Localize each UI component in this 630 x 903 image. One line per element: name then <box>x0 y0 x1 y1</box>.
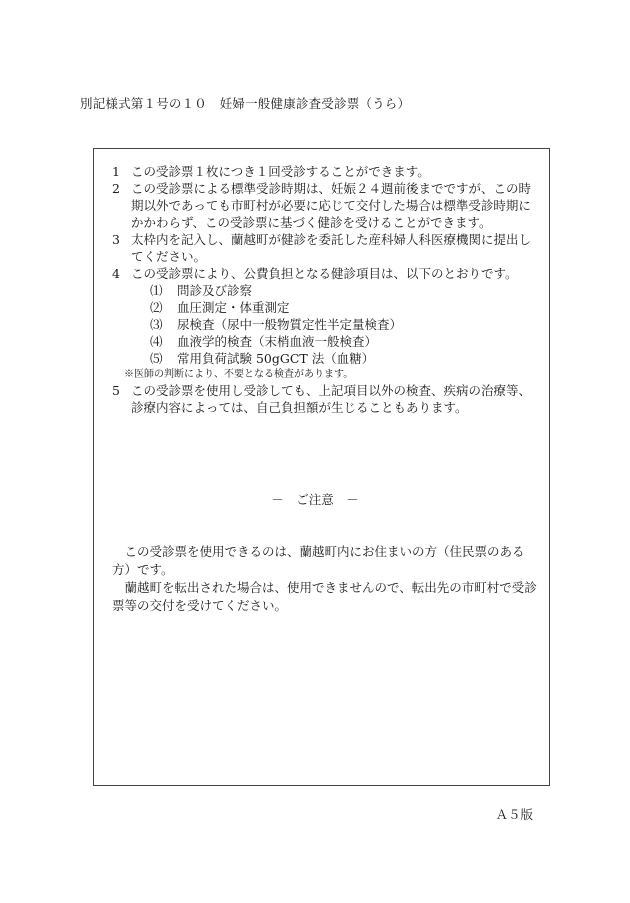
exam-item <box>112 350 540 367</box>
note-item-5 <box>112 382 540 416</box>
exam-item-number: ⑴ <box>150 283 163 298</box>
note-number: 2 <box>112 181 120 196</box>
exam-item-text: 血液学的検査（末梢血液一般検査） <box>177 334 378 349</box>
caution-paragraph <box>112 543 540 579</box>
note-number: 4 <box>112 266 120 281</box>
exam-item-number: ⑷ <box>150 334 163 349</box>
note-text: この受診票により、公費負担となる健診項目は、以下のとおりです。 <box>131 266 518 281</box>
form-title: 別記様式第１号の１０ 妊婦一般健康診査受診票（うら） <box>80 96 411 111</box>
paper-size-label: Ａ５版 <box>495 807 533 822</box>
doctor-judgment-footnote: ※医師の判断により、不要となる検査があります。 <box>124 369 354 380</box>
exam-items-list <box>112 282 540 367</box>
note-number: 1 <box>112 164 120 179</box>
exam-item-text: 尿検査（尿中一般物質定性半定量検査） <box>177 317 403 332</box>
exam-item-number: ⑸ <box>150 351 163 366</box>
note-number: 3 <box>112 232 120 247</box>
note-item-1 <box>112 163 540 180</box>
note-text: この受診票を使用し受診しても、上記項目以外の検査、疾病の治療等、診療内容によっては、自己負担額が生じることもあります。 <box>131 383 532 415</box>
note-text: この受診票による標準受診時期は、妊娠２４週前後までですが、この時期以外であっても市町村が必要に応じて交付した場合は標準受診時期にかかわらず、この受診票に基づく健診を受けることができます。 <box>131 181 532 230</box>
caution-heading: － ご注意 － <box>271 492 359 507</box>
caution-paragraph-text: 蘭越町を転出された場合は、使用できませんので、転出先の市町村で受診票等の交付を受けてください。 <box>112 580 537 613</box>
note-item-4 <box>112 265 540 282</box>
note-item-2 <box>112 180 540 231</box>
note-text: この受診票１枚につき１回受診することができます。 <box>131 164 430 179</box>
exam-item-text: 問診及び診察 <box>177 283 253 298</box>
caution-paragraph-text: この受診票を使用できるのは、蘭越町内にお住まいの方（住民票のある方）です。 <box>112 544 525 577</box>
exam-item-number: ⑵ <box>150 300 163 315</box>
exam-item-text: 常用負荷試験 50gGCT 法（血糖） <box>177 351 375 366</box>
caution-paragraph <box>112 579 540 615</box>
caution-body <box>112 543 540 615</box>
exam-item <box>112 316 540 333</box>
exam-item <box>112 299 540 316</box>
exam-item-number: ⑶ <box>150 317 163 332</box>
exam-item <box>112 282 540 299</box>
note-number: 5 <box>112 383 120 398</box>
exam-item <box>112 333 540 350</box>
note-item-3 <box>112 231 540 265</box>
note-text: 太枠内を記入し、蘭越町が健診を委託した産科婦人科医療機関に提出してください。 <box>131 232 532 264</box>
exam-item-text: 血圧測定・体重測定 <box>177 300 290 315</box>
notes-list <box>112 163 540 416</box>
